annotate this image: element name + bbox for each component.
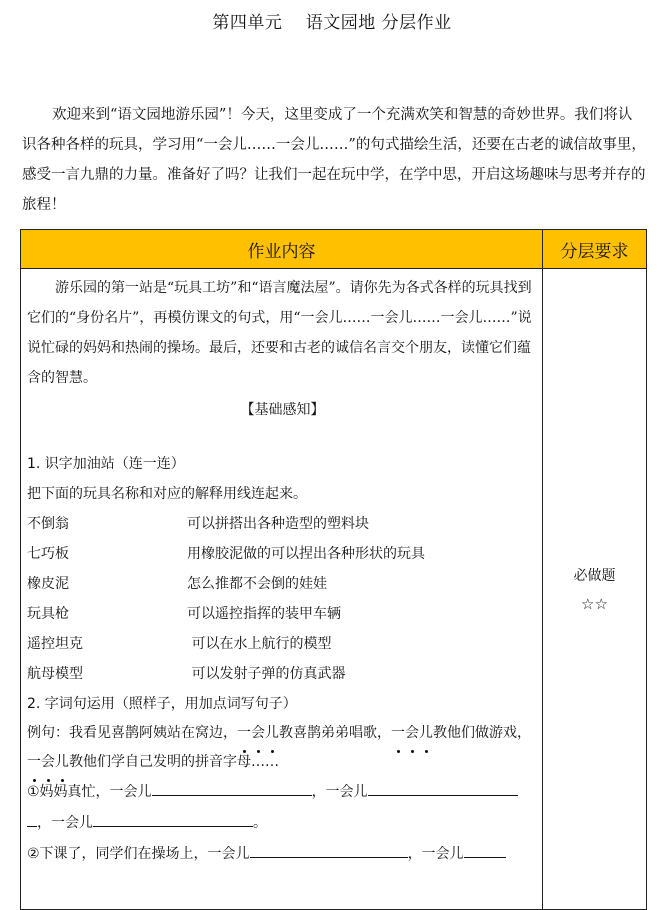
dotted-char: 儿 (55, 748, 69, 777)
dotted-char: 一 (391, 719, 405, 748)
task-intro: 游乐园的第一站是“玩具工坊”和“语言魔法屋”。请你先为各式各样的玩具找到它们的“身份名片”，再模仿课文的句式，用“一会儿……一会儿……一会儿……”说说忙碌的妈妈和热闹的操场。最后，还要和古老的诚信名言交个朋友，读懂它们蕴含的智慧。 (27, 280, 532, 386)
dotted-char: 会 (405, 719, 419, 748)
dotted-char: 会 (251, 719, 265, 748)
answer-blank[interactable] (250, 843, 408, 858)
question-1-title: 1. 识字加油站（连一连） (27, 456, 185, 472)
section-label: 【基础感知】 (240, 402, 325, 418)
fill-text: ，一会儿 (407, 846, 464, 862)
fill-text: 。 (253, 815, 267, 831)
dotted-char: 儿 (419, 719, 433, 748)
answer-blank[interactable] (152, 781, 312, 796)
dotted-char: 一 (237, 719, 251, 748)
toy-name: 航母模型 (27, 666, 83, 682)
toy-description: 可以发射子弹的仿真武器 (187, 666, 346, 682)
header-content: 作业内容 (21, 230, 543, 269)
toy-name: 遥控坦克 (27, 636, 83, 652)
match-pair (27, 539, 538, 569)
fill-item-2 (27, 839, 538, 870)
dotted-char: 儿 (265, 719, 279, 748)
match-pair (27, 509, 538, 539)
example-sentence (27, 719, 538, 777)
toy-name: 不倒翁 (27, 516, 69, 532)
toy-description: 用橡胶泥做的可以捏出各种形状的玩具 (187, 546, 425, 562)
level-cell (543, 269, 647, 910)
page-title: 第四单元 语文园地 分层作业 (212, 13, 452, 33)
match-pair (27, 569, 538, 599)
answer-blank[interactable] (464, 843, 506, 858)
example-keyword (27, 754, 69, 770)
fill-item-1-cont (27, 808, 538, 839)
table-row (21, 269, 647, 910)
toy-description: 可以拼搭出各种造型的塑料块 (187, 516, 369, 532)
dotted-char: 会 (41, 748, 55, 777)
table-header-row (21, 230, 647, 269)
toy-description: 怎么推都不会倒的娃娃 (187, 576, 327, 592)
fill-text: ②下课了，同学们在操场上，一会儿 (27, 846, 250, 862)
example-middle: 教喜鹊弟弟唱歌， (279, 725, 391, 741)
match-pair (27, 659, 538, 689)
intro-paragraph: 欢迎来到“语文园地游乐园”！今天，这里变成了一个充满欢笑和智慧的奇妙世界。我们将认识各种各样的玩具，学习用“一会儿……一会儿……”的句式描绘生活，还要在古老的诚信故事里，感受一言九鼎的力量。准备好了吗？让我们一起在玩中学，在学中思，开启这场趣味与思考并存的旅程！ (22, 107, 646, 213)
fill-text: ，一会儿 (37, 815, 93, 831)
answer-blank[interactable] (368, 781, 518, 796)
question-1-instruction: 把下面的玩具名称和对应的解释用线连起来。 (27, 486, 307, 502)
homework-table (20, 229, 647, 910)
requirement-label: 必做题 (573, 568, 616, 584)
difficulty-stars: ☆☆ (581, 595, 608, 613)
toy-name: 玩具枪 (27, 606, 69, 622)
fill-item-1 (27, 777, 538, 808)
toy-description: 可以遥控指挥的装甲车辆 (187, 606, 341, 622)
answer-blank[interactable] (27, 812, 37, 827)
header-level: 分层要求 (543, 230, 647, 269)
toy-name: 七巧板 (27, 546, 69, 562)
example-middle: 教他们做游戏， (433, 725, 531, 741)
example-keyword (391, 725, 433, 741)
dotted-char: 一 (27, 748, 41, 777)
answer-blank[interactable] (93, 812, 253, 827)
match-pair (27, 599, 538, 629)
toy-description: 可以在水上航行的模型 (187, 636, 332, 652)
toy-name: 橡皮泥 (27, 576, 69, 592)
fill-text: ①妈妈真忙，一会儿 (27, 784, 152, 800)
question-2-title: 2. 字词句运用（照样子，用加点词写句子） (27, 696, 297, 712)
content-cell (21, 269, 543, 910)
fill-text: ，一会儿 (311, 784, 368, 800)
example-keyword (237, 725, 279, 741)
match-pair (27, 629, 538, 659)
example-suffix: 教他们学自己发明的拼音字母…… (69, 754, 279, 770)
example-prefix: 例句：我看见喜鹊阿姨站在窝边， (27, 725, 237, 741)
